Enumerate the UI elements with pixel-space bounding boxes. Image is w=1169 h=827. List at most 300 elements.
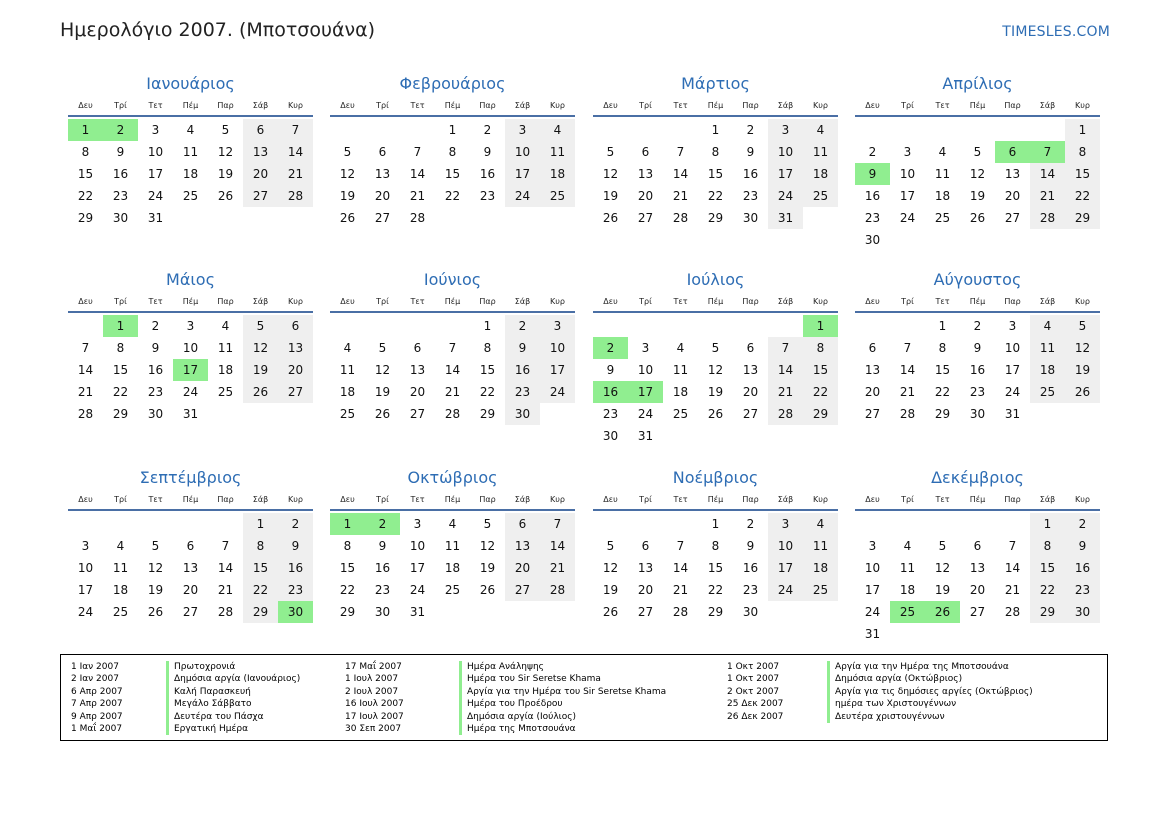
day-cell: 19 bbox=[243, 359, 278, 381]
day-cell: 24 bbox=[147, 189, 164, 203]
day-grid bbox=[68, 119, 313, 229]
day-grid bbox=[593, 513, 838, 623]
day-cell: 25 bbox=[444, 583, 461, 597]
legend-date: 9 Απρ 2007 bbox=[71, 711, 123, 722]
day-cell: 24 bbox=[768, 579, 803, 601]
day-cell: 29 bbox=[1030, 601, 1065, 623]
day-cell: 12 bbox=[602, 167, 619, 181]
day-cell: 22 bbox=[243, 579, 278, 601]
legend-entry bbox=[345, 723, 725, 735]
day-cell: 3 bbox=[1008, 319, 1017, 333]
empty-cell bbox=[663, 119, 698, 141]
empty-cell bbox=[663, 315, 698, 337]
day-cell: 20 bbox=[409, 385, 426, 399]
day-cell: 14 bbox=[1004, 561, 1021, 575]
weekday-label: Τετ bbox=[148, 297, 163, 306]
day-cell: 30 bbox=[969, 407, 986, 421]
day-cell: 30 bbox=[742, 211, 759, 225]
weekday-label: Δευ bbox=[78, 297, 93, 306]
day-cell: 7 bbox=[676, 539, 685, 553]
day-cell: 20 bbox=[505, 557, 540, 579]
empty-cell bbox=[628, 513, 663, 535]
header-divider bbox=[593, 115, 838, 117]
day-cell: 28 bbox=[1030, 207, 1065, 229]
holiday-day-cell: 1 bbox=[330, 513, 365, 535]
legend-holiday-name: ημέρα των Χριστουγέννων bbox=[827, 698, 956, 710]
day-cell: 7 bbox=[676, 145, 685, 159]
weekday-header bbox=[855, 294, 1100, 310]
day-cell: 18 bbox=[899, 583, 916, 597]
day-cell: 14 bbox=[444, 363, 461, 377]
day-cell: 25 bbox=[803, 185, 838, 207]
empty-cell bbox=[995, 119, 1030, 141]
legend-holiday-name: Δευτέρα χριστουγέννων bbox=[827, 711, 945, 723]
weekday-label: Δευ bbox=[78, 101, 93, 110]
weekday-label: Σάβ bbox=[514, 297, 531, 306]
day-cell: 12 bbox=[1065, 337, 1100, 359]
day-cell: 17 bbox=[899, 189, 916, 203]
weekday-label: Δευ bbox=[340, 495, 355, 504]
day-cell: 5 bbox=[973, 145, 982, 159]
weekday-header bbox=[68, 294, 313, 310]
day-cell: 7 bbox=[448, 341, 457, 355]
legend-holiday-name: Δημόσια αργία (Ιανουάριος) bbox=[166, 673, 300, 685]
day-cell: 27 bbox=[374, 211, 391, 225]
day-cell: 13 bbox=[637, 561, 654, 575]
legend-entry bbox=[727, 698, 1107, 710]
weekday-label: Τρί bbox=[376, 101, 389, 110]
day-cell: 19 bbox=[147, 583, 164, 597]
day-cell: 5 bbox=[483, 517, 492, 531]
day-cell: 4 bbox=[676, 341, 685, 355]
legend-entry bbox=[345, 686, 725, 698]
month-calendar bbox=[330, 467, 575, 623]
month-name: Μάιος bbox=[166, 270, 215, 289]
day-cell: 11 bbox=[1030, 337, 1065, 359]
day-cell: 21 bbox=[672, 583, 689, 597]
day-cell: 26 bbox=[147, 605, 164, 619]
weekday-label: Παρ bbox=[217, 495, 234, 504]
day-cell: 13 bbox=[742, 363, 759, 377]
day-cell: 15 bbox=[339, 561, 356, 575]
weekday-label: Παρ bbox=[1004, 297, 1021, 306]
day-cell: 15 bbox=[707, 167, 724, 181]
weekday-label: Κυρ bbox=[550, 495, 565, 504]
day-cell: 24 bbox=[540, 381, 575, 403]
day-cell: 18 bbox=[182, 167, 199, 181]
day-cell: 5 bbox=[343, 145, 352, 159]
day-cell: 29 bbox=[707, 605, 724, 619]
legend-date: 26 Δεκ 2007 bbox=[727, 711, 784, 722]
day-cell: 13 bbox=[243, 141, 278, 163]
day-cell: 14 bbox=[409, 167, 426, 181]
day-cell: 3 bbox=[81, 539, 90, 553]
header-divider bbox=[330, 509, 575, 511]
weekday-label: Πέμ bbox=[707, 101, 724, 110]
day-cell: 15 bbox=[479, 363, 496, 377]
month-name: Ιούλιος bbox=[686, 270, 745, 289]
day-cell: 10 bbox=[409, 539, 426, 553]
weekday-header bbox=[593, 492, 838, 508]
day-cell: 16 bbox=[505, 359, 540, 381]
weekday-label: Δευ bbox=[340, 297, 355, 306]
empty-cell bbox=[628, 315, 663, 337]
day-cell: 4 bbox=[343, 341, 352, 355]
day-cell: 29 bbox=[479, 407, 496, 421]
legend-date: 2 Ιαν 2007 bbox=[71, 674, 119, 685]
day-cell: 22 bbox=[77, 189, 94, 203]
page-title: Ημερολόγιο 2007. (Μποτσουάνα) bbox=[60, 19, 376, 41]
day-cell: 1 bbox=[938, 319, 947, 333]
weekday-label: Τετ bbox=[410, 297, 425, 306]
day-cell: 10 bbox=[182, 341, 199, 355]
day-cell: 26 bbox=[479, 583, 496, 597]
day-cell: 10 bbox=[540, 337, 575, 359]
day-grid bbox=[593, 119, 838, 229]
day-grid bbox=[68, 315, 313, 425]
day-cell: 6 bbox=[868, 341, 877, 355]
month-calendar bbox=[855, 269, 1100, 425]
empty-cell bbox=[995, 513, 1030, 535]
day-cell: 16 bbox=[1065, 557, 1100, 579]
day-cell: 22 bbox=[339, 583, 356, 597]
day-cell: 29 bbox=[803, 403, 838, 425]
legend-entry bbox=[71, 711, 351, 723]
day-cell: 27 bbox=[637, 211, 654, 225]
empty-cell bbox=[173, 513, 208, 535]
day-cell: 31 bbox=[864, 627, 881, 641]
legend-column bbox=[727, 661, 1107, 723]
day-cell: 5 bbox=[221, 123, 230, 137]
empty-cell bbox=[400, 119, 435, 141]
day-cell: 16 bbox=[479, 167, 496, 181]
day-cell: 18 bbox=[803, 557, 838, 579]
weekday-label: Κυρ bbox=[813, 101, 828, 110]
legend-holiday-name: Πρωτοχρονιά bbox=[166, 661, 235, 673]
day-cell: 5 bbox=[1065, 315, 1100, 337]
empty-cell bbox=[365, 119, 400, 141]
legend-entry bbox=[345, 661, 725, 673]
day-cell: 14 bbox=[672, 561, 689, 575]
empty-cell bbox=[768, 315, 803, 337]
day-cell: 7 bbox=[540, 513, 575, 535]
legend-date: 17 Ιουλ 2007 bbox=[345, 711, 404, 722]
empty-cell bbox=[855, 513, 890, 535]
day-cell: 27 bbox=[243, 185, 278, 207]
month-name: Δεκέμβριος bbox=[931, 468, 1024, 487]
day-cell: 21 bbox=[278, 163, 313, 185]
day-cell: 15 bbox=[934, 363, 951, 377]
holiday-day-cell: 1 bbox=[103, 315, 138, 337]
holiday-day-cell: 1 bbox=[803, 315, 838, 337]
day-cell: 24 bbox=[505, 185, 540, 207]
day-cell: 6 bbox=[641, 145, 650, 159]
legend-date: 1 Ιαν 2007 bbox=[71, 662, 119, 672]
day-cell: 28 bbox=[409, 211, 426, 225]
weekday-label: Τρί bbox=[639, 495, 652, 504]
legend-entry bbox=[71, 661, 351, 673]
legend-holiday-name: Μεγάλο Σάββατο bbox=[166, 698, 252, 710]
day-cell: 27 bbox=[505, 579, 540, 601]
day-cell: 9 bbox=[746, 145, 755, 159]
weekday-label: Τετ bbox=[673, 101, 688, 110]
day-cell: 30 bbox=[505, 403, 540, 425]
weekday-label: Σάβ bbox=[777, 101, 794, 110]
header-divider bbox=[855, 509, 1100, 511]
day-cell: 11 bbox=[182, 145, 199, 159]
day-cell: 25 bbox=[1030, 381, 1065, 403]
holiday-day-cell: 2 bbox=[365, 513, 400, 535]
day-cell: 6 bbox=[278, 315, 313, 337]
day-cell: 11 bbox=[339, 363, 356, 377]
day-cell: 14 bbox=[278, 141, 313, 163]
day-cell: 8 bbox=[711, 539, 720, 553]
empty-cell bbox=[855, 119, 890, 141]
day-cell: 15 bbox=[112, 363, 129, 377]
empty-cell bbox=[138, 513, 173, 535]
day-cell: 17 bbox=[1004, 363, 1021, 377]
empty-cell bbox=[663, 513, 698, 535]
brand-link[interactable]: TIMESLES.COM bbox=[1002, 24, 1110, 40]
day-cell: 11 bbox=[803, 535, 838, 557]
weekday-label: Τετ bbox=[935, 101, 950, 110]
day-cell: 10 bbox=[147, 145, 164, 159]
day-cell: 10 bbox=[77, 561, 94, 575]
day-cell: 12 bbox=[934, 561, 951, 575]
day-cell: 4 bbox=[448, 517, 457, 531]
legend-entry bbox=[727, 686, 1107, 698]
weekday-label: Κυρ bbox=[813, 297, 828, 306]
day-cell: 23 bbox=[112, 189, 129, 203]
weekday-label: Παρ bbox=[742, 101, 759, 110]
day-cell: 26 bbox=[374, 407, 391, 421]
day-cell: 12 bbox=[217, 145, 234, 159]
header-divider bbox=[593, 311, 838, 313]
day-cell: 10 bbox=[899, 167, 916, 181]
day-grid bbox=[330, 119, 575, 229]
legend-entry bbox=[727, 673, 1107, 685]
weekday-label: Δευ bbox=[865, 297, 880, 306]
day-cell: 28 bbox=[672, 605, 689, 619]
day-cell: 13 bbox=[505, 535, 540, 557]
day-cell: 4 bbox=[540, 119, 575, 141]
day-cell: 24 bbox=[1004, 385, 1021, 399]
day-grid bbox=[68, 513, 313, 623]
legend-holiday-name: Δημόσια αργία (Οκτώβριος) bbox=[827, 673, 962, 685]
legend-entry bbox=[345, 673, 725, 685]
day-cell: 8 bbox=[1065, 141, 1100, 163]
legend-holiday-name: Αργία για τις δημόσιες αργίες (Οκτώβριος) bbox=[827, 686, 1033, 698]
legend-date: 25 Δεκ 2007 bbox=[727, 699, 784, 710]
day-cell: 11 bbox=[540, 141, 575, 163]
day-cell: 20 bbox=[1004, 189, 1021, 203]
day-cell: 3 bbox=[868, 539, 877, 553]
month-name: Ιανουάριος bbox=[146, 74, 235, 93]
day-cell: 3 bbox=[768, 513, 803, 535]
legend-date: 2 Ιουλ 2007 bbox=[345, 686, 399, 697]
month-name: Οκτώβριος bbox=[407, 468, 498, 487]
day-cell: 31 bbox=[1004, 407, 1021, 421]
day-cell: 28 bbox=[768, 403, 803, 425]
day-cell: 28 bbox=[217, 605, 234, 619]
holiday-day-cell: 26 bbox=[925, 601, 960, 623]
day-cell: 5 bbox=[606, 145, 615, 159]
day-cell: 24 bbox=[864, 605, 881, 619]
empty-cell bbox=[208, 513, 243, 535]
day-cell: 12 bbox=[969, 167, 986, 181]
day-cell: 22 bbox=[934, 385, 951, 399]
weekday-label: Τρί bbox=[376, 297, 389, 306]
day-cell: 31 bbox=[182, 407, 199, 421]
day-cell: 16 bbox=[374, 561, 391, 575]
empty-cell bbox=[890, 119, 925, 141]
weekday-label: Τρί bbox=[901, 297, 914, 306]
day-cell: 10 bbox=[768, 141, 803, 163]
day-cell: 16 bbox=[112, 167, 129, 181]
day-cell: 20 bbox=[278, 359, 313, 381]
day-cell: 6 bbox=[413, 341, 422, 355]
legend-holiday-name: Εργατική Ημέρα bbox=[166, 723, 248, 735]
day-cell: 15 bbox=[803, 359, 838, 381]
holiday-legend bbox=[60, 654, 1108, 741]
day-cell: 13 bbox=[182, 561, 199, 575]
weekday-label: Σάβ bbox=[1039, 297, 1056, 306]
day-grid bbox=[855, 119, 1100, 251]
weekday-label: Τρί bbox=[376, 495, 389, 504]
day-cell: 20 bbox=[864, 385, 881, 399]
day-cell: 9 bbox=[505, 337, 540, 359]
weekday-header bbox=[330, 98, 575, 114]
day-cell: 27 bbox=[182, 605, 199, 619]
weekday-label: Δευ bbox=[603, 495, 618, 504]
day-cell: 1 bbox=[711, 517, 720, 531]
weekday-label: Κυρ bbox=[1075, 101, 1090, 110]
day-cell: 4 bbox=[1030, 315, 1065, 337]
day-cell: 24 bbox=[899, 211, 916, 225]
legend-entry bbox=[71, 723, 351, 735]
month-calendar bbox=[330, 73, 575, 229]
day-grid bbox=[330, 315, 575, 425]
weekday-label: Πέμ bbox=[969, 495, 986, 504]
day-cell: 7 bbox=[1008, 539, 1017, 553]
month-calendar bbox=[68, 467, 313, 623]
weekday-label: Τετ bbox=[935, 495, 950, 504]
day-cell: 1 bbox=[1065, 119, 1100, 141]
day-cell: 17 bbox=[409, 561, 426, 575]
day-cell: 8 bbox=[243, 535, 278, 557]
day-cell: 1 bbox=[483, 319, 492, 333]
day-cell: 29 bbox=[934, 407, 951, 421]
day-cell: 24 bbox=[182, 385, 199, 399]
day-cell: 19 bbox=[217, 167, 234, 181]
day-cell: 5 bbox=[378, 341, 387, 355]
weekday-label: Παρ bbox=[1004, 495, 1021, 504]
day-cell: 4 bbox=[803, 513, 838, 535]
empty-cell bbox=[925, 513, 960, 535]
weekday-label: Σάβ bbox=[1039, 495, 1056, 504]
day-cell: 18 bbox=[803, 163, 838, 185]
day-cell: 1 bbox=[711, 123, 720, 137]
day-cell: 4 bbox=[221, 319, 230, 333]
month-name: Απρίλιος bbox=[942, 74, 1013, 93]
day-cell: 23 bbox=[278, 579, 313, 601]
day-cell: 27 bbox=[1004, 211, 1021, 225]
day-cell: 14 bbox=[77, 363, 94, 377]
day-cell: 29 bbox=[1065, 207, 1100, 229]
weekday-label: Κυρ bbox=[288, 101, 303, 110]
day-cell: 27 bbox=[278, 381, 313, 403]
empty-cell bbox=[733, 315, 768, 337]
header-divider bbox=[68, 311, 313, 313]
day-cell: 25 bbox=[339, 407, 356, 421]
weekday-label: Πέμ bbox=[707, 495, 724, 504]
weekday-label: Παρ bbox=[217, 297, 234, 306]
day-cell: 21 bbox=[899, 385, 916, 399]
legend-holiday-name: Δημόσια αργία (Ιούλιος) bbox=[459, 711, 576, 723]
day-cell: 10 bbox=[637, 363, 654, 377]
day-cell: 20 bbox=[637, 189, 654, 203]
day-cell: 9 bbox=[746, 539, 755, 553]
weekday-label: Κυρ bbox=[550, 297, 565, 306]
day-cell: 13 bbox=[1004, 167, 1021, 181]
day-cell: 7 bbox=[413, 145, 422, 159]
day-cell: 4 bbox=[903, 539, 912, 553]
day-cell: 31 bbox=[147, 211, 164, 225]
day-grid bbox=[330, 513, 575, 623]
day-cell: 28 bbox=[672, 211, 689, 225]
day-cell: 2 bbox=[746, 123, 755, 137]
day-cell: 20 bbox=[637, 583, 654, 597]
day-cell: 19 bbox=[374, 385, 391, 399]
day-cell: 25 bbox=[182, 189, 199, 203]
day-cell: 10 bbox=[768, 535, 803, 557]
day-cell: 8 bbox=[116, 341, 125, 355]
weekday-label: Σάβ bbox=[252, 495, 269, 504]
day-cell: 8 bbox=[483, 341, 492, 355]
holiday-day-cell: 6 bbox=[995, 141, 1030, 163]
day-cell: 22 bbox=[707, 189, 724, 203]
day-cell: 19 bbox=[339, 189, 356, 203]
weekday-label: Παρ bbox=[742, 297, 759, 306]
day-cell: 17 bbox=[505, 163, 540, 185]
day-cell: 18 bbox=[540, 163, 575, 185]
day-cell: 15 bbox=[77, 167, 94, 181]
day-cell: 10 bbox=[1004, 341, 1021, 355]
day-cell: 3 bbox=[768, 119, 803, 141]
holiday-day-cell: 17 bbox=[628, 381, 663, 403]
empty-cell bbox=[1030, 119, 1065, 141]
day-cell: 25 bbox=[672, 407, 689, 421]
day-cell: 27 bbox=[742, 407, 759, 421]
day-cell: 6 bbox=[243, 119, 278, 141]
legend-holiday-name: Καλή Παρασκευή bbox=[166, 686, 251, 698]
day-cell: 12 bbox=[602, 561, 619, 575]
legend-date: 2 Οκτ 2007 bbox=[727, 686, 780, 697]
day-cell: 3 bbox=[641, 341, 650, 355]
day-cell: 23 bbox=[969, 385, 986, 399]
day-cell: 1 bbox=[448, 123, 457, 137]
day-cell: 19 bbox=[934, 583, 951, 597]
weekday-label: Σάβ bbox=[252, 297, 269, 306]
day-cell: 22 bbox=[707, 583, 724, 597]
weekday-label: Τρί bbox=[901, 495, 914, 504]
weekday-label: Σάβ bbox=[514, 101, 531, 110]
month-calendar bbox=[68, 73, 313, 229]
day-cell: 26 bbox=[707, 407, 724, 421]
day-cell: 7 bbox=[81, 341, 90, 355]
weekday-label: Δευ bbox=[865, 495, 880, 504]
day-cell: 12 bbox=[479, 539, 496, 553]
